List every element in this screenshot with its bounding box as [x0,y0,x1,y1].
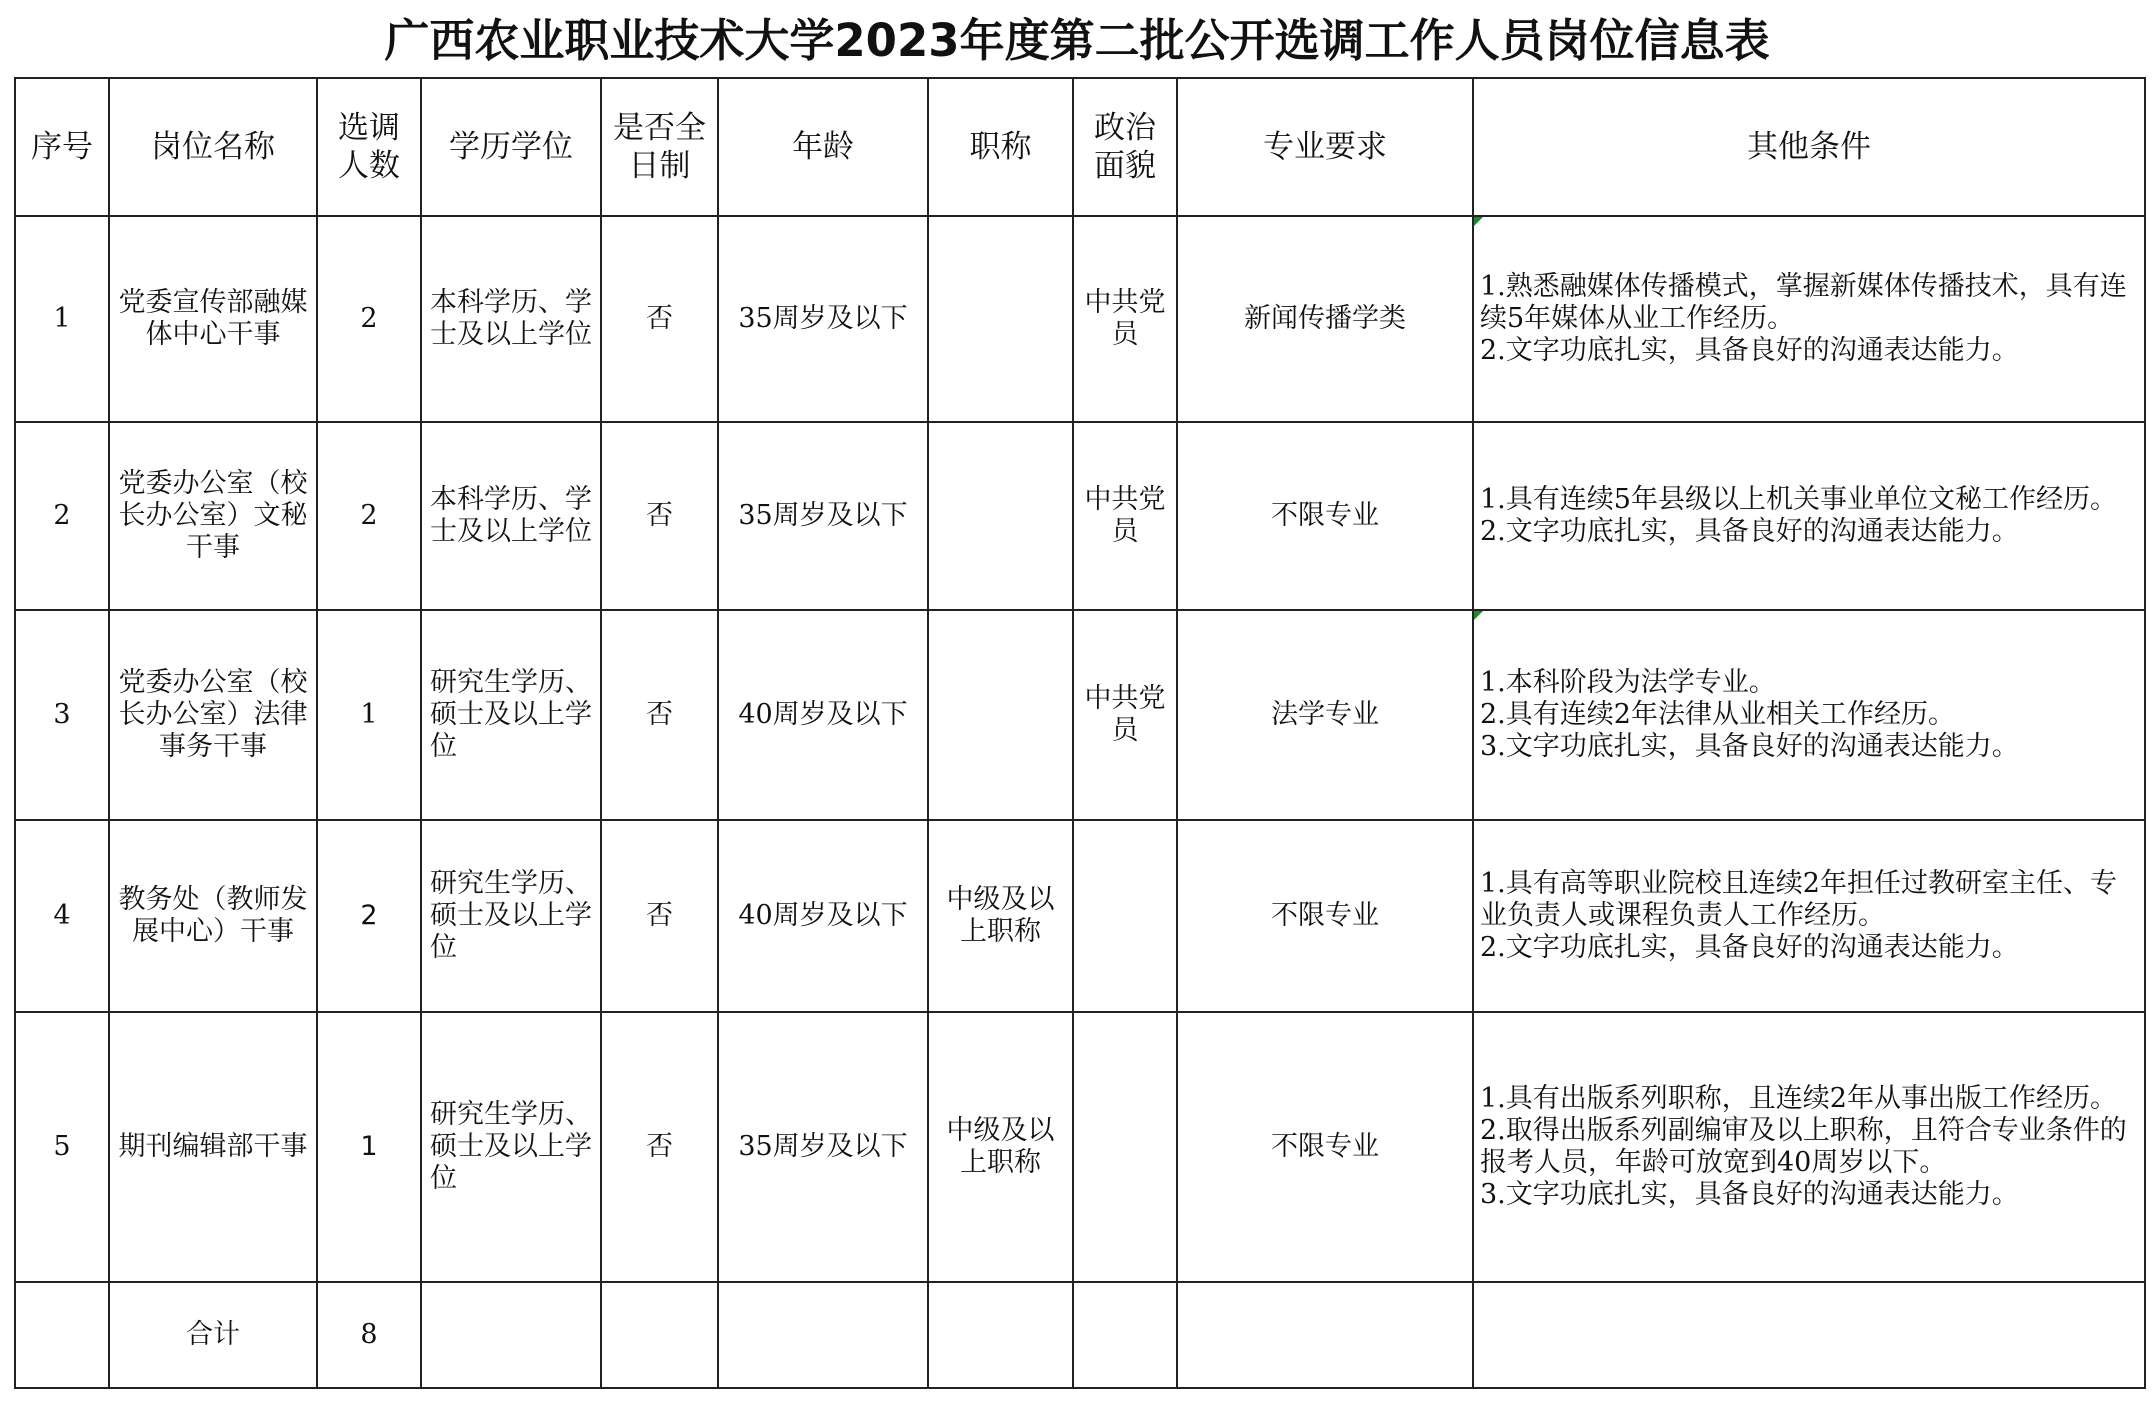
page-title: 广西农业职业技术大学2023年度第二批公开选调工作人员岗位信息表 [384,14,1770,67]
cell-age: 35周岁及以下 [718,216,928,422]
cell-age: 35周岁及以下 [718,1012,928,1282]
condition-line: 2.文字功底扎实，具备良好的沟通表达能力。 [1480,516,2019,547]
cell-political: 中共党员 [1073,216,1177,422]
header-fulltime: 是否全日制 [601,78,718,216]
condition-line: 2.文字功底扎实，具备良好的沟通表达能力。 [1480,932,2019,963]
cell-count: 2 [317,820,421,1012]
cell-empty [601,1282,718,1388]
header-count: 选调人数 [317,78,421,216]
cell-position: 教务处（教师发展中心）干事 [109,820,317,1012]
comment-marker-icon [1474,217,1483,226]
cell-other [1473,610,2145,820]
cell-position: 党委宣传部融媒体中心干事 [109,216,317,422]
cell-other [1473,820,2145,1012]
cell-education: 研究生学历、硕士及以上学位 [421,820,601,1012]
cell-position: 党委办公室（校长办公室）法律事务干事 [109,610,317,820]
cell-empty [421,1282,601,1388]
cell-title-rank: 中级及以上职称 [928,1012,1073,1282]
cell-count: 2 [317,216,421,422]
cell-major: 法学专业 [1177,610,1473,820]
total-label: 合计 [109,1282,317,1388]
cell-political [1073,820,1177,1012]
cell-seq: 1 [15,216,109,422]
cell-empty [1073,1282,1177,1388]
cell-other [1473,1012,2145,1282]
cell-fulltime: 否 [601,422,718,610]
table-row [15,1012,2145,1282]
condition-line: 2.文字功底扎实，具备良好的沟通表达能力。 [1480,335,2019,366]
table-row [15,820,2145,1012]
position-table [14,77,2146,1389]
cell-fulltime: 否 [601,1012,718,1282]
cell-education: 研究生学历、硕士及以上学位 [421,610,601,820]
cell-seq [15,1282,109,1388]
cell-position: 期刊编辑部干事 [109,1012,317,1282]
condition-line: 1.熟悉融媒体传播模式，掌握新媒体传播技术，具有连续5年媒体从业工作经历。 [1480,271,2127,334]
cell-age: 35周岁及以下 [718,422,928,610]
cell-empty [928,1282,1073,1388]
cell-major: 新闻传播学类 [1177,216,1473,422]
header-title-rank: 职称 [928,78,1073,216]
cell-age: 40周岁及以下 [718,610,928,820]
cell-other [1473,422,2145,610]
cell-political [1073,1012,1177,1282]
cell-seq: 3 [15,610,109,820]
condition-line: 1.具有高等职业院校且连续2年担任过教研室主任、专业负责人或课程负责人工作经历。 [1480,868,2117,931]
header-position: 岗位名称 [109,78,317,216]
condition-line: 2.取得出版系列副编审及以上职称，且符合专业条件的报考人员，年龄可放宽到40周岁以下。 [1480,1115,2127,1178]
cell-empty [1177,1282,1473,1388]
comment-marker-icon [1474,611,1483,620]
condition-line: 1.具有出版系列职称，且连续2年从事出版工作经历。 [1480,1083,2117,1114]
condition-line: 3.文字功底扎实，具备良好的沟通表达能力。 [1480,731,2019,762]
cell-empty [718,1282,928,1388]
cell-fulltime: 否 [601,216,718,422]
total-row [15,1282,2145,1388]
cell-empty [1473,1282,2145,1388]
table-row [15,610,2145,820]
cell-education: 本科学历、学士及以上学位 [421,422,601,610]
header-seq: 序号 [15,78,109,216]
header-other: 其他条件 [1473,78,2145,216]
condition-line: 3.文字功底扎实，具备良好的沟通表达能力。 [1480,1179,2019,1210]
cell-major: 不限专业 [1177,820,1473,1012]
cell-title-rank [928,422,1073,610]
header-political: 政治面貌 [1073,78,1177,216]
cell-count: 2 [317,422,421,610]
condition-line: 1.具有连续5年县级以上机关事业单位文秘工作经历。 [1480,484,2117,515]
condition-line: 1.本科阶段为法学专业。 [1480,667,1776,698]
cell-other [1473,216,2145,422]
cell-title-rank: 中级及以上职称 [928,820,1073,1012]
table-row [15,216,2145,422]
condition-line: 2.具有连续2年法律从业相关工作经历。 [1480,699,1955,730]
cell-age: 40周岁及以下 [718,820,928,1012]
cell-fulltime: 否 [601,610,718,820]
cell-seq: 4 [15,820,109,1012]
cell-fulltime: 否 [601,820,718,1012]
header-age: 年龄 [718,78,928,216]
total-count: 8 [317,1282,421,1388]
cell-seq: 2 [15,422,109,610]
cell-education: 研究生学历、硕士及以上学位 [421,1012,601,1282]
cell-title-rank [928,216,1073,422]
header-row [15,78,2145,216]
header-major: 专业要求 [1177,78,1473,216]
cell-political: 中共党员 [1073,422,1177,610]
cell-education: 本科学历、学士及以上学位 [421,216,601,422]
cell-major: 不限专业 [1177,422,1473,610]
cell-political: 中共党员 [1073,610,1177,820]
table-row [15,422,2145,610]
cell-major: 不限专业 [1177,1012,1473,1282]
header-education: 学历学位 [421,78,601,216]
cell-position: 党委办公室（校长办公室）文秘干事 [109,422,317,610]
cell-seq: 5 [15,1012,109,1282]
cell-count: 1 [317,1012,421,1282]
cell-count: 1 [317,610,421,820]
cell-title-rank [928,610,1073,820]
